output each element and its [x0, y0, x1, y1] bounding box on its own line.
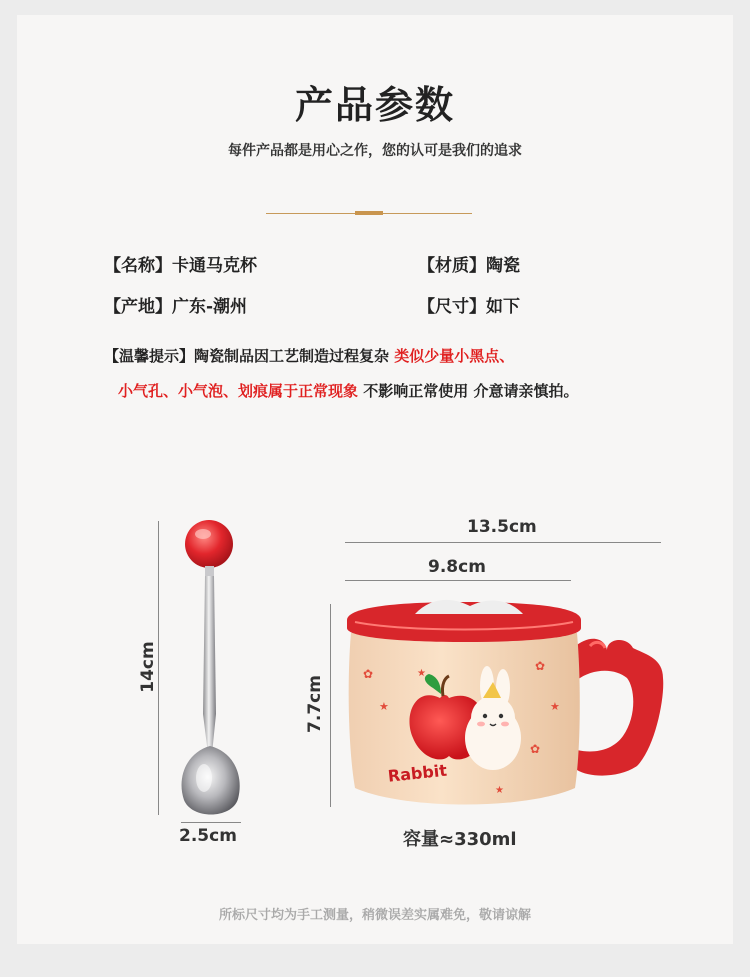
spoon-illustration: [172, 514, 252, 824]
cup-total-width-line: [345, 542, 661, 543]
capacity-label: 容量≈330ml: [403, 829, 517, 850]
svg-text:★: ★: [417, 668, 426, 679]
cup-width-line: [345, 580, 571, 581]
mug-illustration: [345, 598, 670, 813]
svg-text:★: ★: [495, 785, 504, 796]
svg-text:★: ★: [379, 700, 389, 713]
spoon-length-line: [158, 521, 159, 815]
notice-text: 【温馨提示】陶瓷制品因工艺制造过程复杂: [104, 347, 390, 365]
notice-highlight: 小气孔、小气泡、划痕属于正常现象: [118, 382, 359, 400]
footer-note: 所标尺寸均为手工测量，稍微误差实属难免，敬请谅解: [218, 908, 531, 923]
notice-highlight: 类似少量小黑点、: [394, 347, 515, 365]
notice-text: 不影响正常使用 介意请亲慎拍。: [363, 382, 579, 400]
svg-text:★: ★: [550, 700, 560, 713]
svg-text:✿: ✿: [535, 659, 546, 673]
title-divider-accent: [355, 211, 383, 215]
cup-height-label: 7.7cm: [305, 675, 325, 733]
cup-height-line: [330, 604, 331, 807]
cup-width-label: 9.8cm: [428, 557, 486, 577]
spec-size: 【尺寸】如下: [418, 297, 520, 317]
spec-name: 【名称】卡通马克杯: [104, 256, 257, 276]
spoon-length-label: 14cm: [138, 641, 158, 693]
page-title: 产品参数: [294, 83, 455, 127]
mug-print-text: Rabbit: [386, 760, 448, 786]
notice-line-1: [104, 345, 514, 366]
spec-material: 【材质】陶瓷: [418, 256, 520, 276]
svg-text:✿: ✿: [363, 667, 374, 681]
spec-origin: 【产地】广东-潮州: [104, 297, 248, 317]
page-subtitle: 每件产品都是用心之作，您的认可是我们的追求: [228, 143, 522, 159]
notice-line-2: [118, 380, 578, 401]
svg-text:✿: ✿: [530, 742, 541, 756]
spoon-width-label: 2.5cm: [179, 826, 237, 846]
cup-total-width-label: 13.5cm: [467, 517, 537, 537]
